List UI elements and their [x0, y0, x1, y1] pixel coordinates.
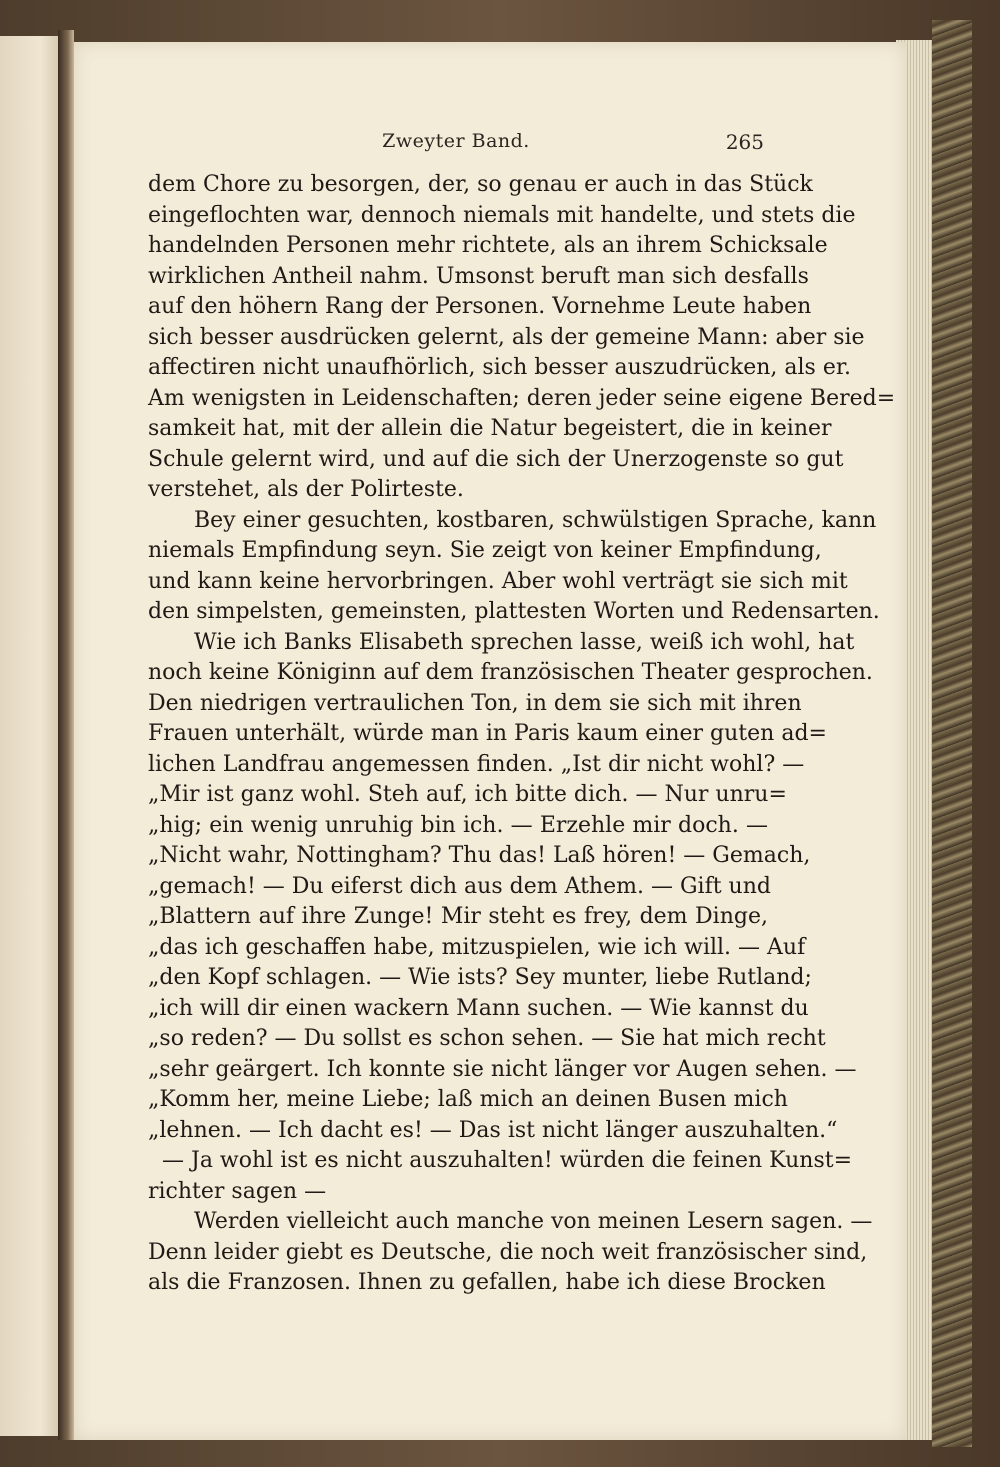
text-line: richter sagen — — [148, 1178, 327, 1204]
text-line: dem Chore zu besorgen, der, so genau er auch in das Stück — [148, 172, 813, 197]
text-line: Denn leider giebt es Deutsche, die noch weit französischer sind, — [148, 1239, 868, 1265]
text-line: „hig; ein wenig unruhig bin ich. — Erzehle mir doch. — — [148, 812, 768, 838]
marbled-cover-edge — [932, 20, 972, 1447]
text-line: wirklichen Antheil nahm. Umsonst beruft man sich desfalls — [148, 263, 809, 289]
text-line: Am wenigsten in Leidenschaften; deren jeder seine eigene Bered= — [148, 385, 896, 411]
text-line: auf den höhern Rang der Personen. Vornehme Leute haben — [148, 294, 812, 319]
text-line: „lehnen. — Ich dacht es! — Das ist nicht länger auszuhalten.“ — [148, 1117, 838, 1143]
text-line: „Nicht wahr, Nottingham? Thu das! Laß hören! — Gemach, — [148, 843, 811, 868]
page-number: 265 — [725, 130, 764, 154]
previous-page-edge — [0, 36, 58, 1436]
text-line: Frauen unterhält, würde man in Paris kaum einer guten ad= — [148, 721, 827, 746]
text-line: lichen Landfrau angemessen finden. „Ist dir nicht wohl? — — [148, 751, 805, 777]
text-line: „gemach! — Du eiferst dich aus dem Athem. — Gift und — [148, 873, 771, 899]
text-line: samkeit hat, mit der allein die Natur begeistert, die in keiner — [148, 416, 832, 441]
text-line: „Blattern auf ihre Zunge! Mir steht es frey, dem Dinge, — [148, 904, 768, 929]
text-line: niemals Empfindung seyn. Sie zeigt von keiner Empfindung, — [148, 538, 822, 563]
text-line: noch keine Königinn auf dem französischen Theater gesprochen. — [148, 660, 873, 685]
header-title: Zweyter Band. — [382, 130, 530, 152]
text-line: verstehet, als der Polirteste. — [148, 477, 464, 502]
text-line: „Mir ist ganz wohl. Steh auf, ich bitte dich. — Nur unru= — [148, 782, 787, 807]
text-line: „so reden? — Du sollst es schon sehen. — Sie hat mich recht — [148, 1026, 826, 1051]
body-text — [148, 170, 896, 1300]
text-line: eingeflochten war, dennoch niemals mit handelte, und stets die — [148, 202, 856, 228]
text-line: „sehr geärgert. Ich konnte sie nicht länger vor Augen sehen. — — [148, 1056, 857, 1082]
text-line: handelnden Personen mehr richtete, als an ihrem Schicksale — [148, 233, 828, 258]
text-line: den simpelsten, gemeinsten, plattesten Worten und Redensarten. — [148, 599, 880, 624]
text-line: affectiren nicht unaufhörlich, sich besser auszudrücken, als er. — [148, 355, 851, 380]
text-line: Bey einer gesuchten, kostbaren, schwülstigen Sprache, kann — [194, 507, 877, 533]
text-line: sich besser ausdrücken gelernt, als der gemeine Mann: aber sie — [148, 324, 865, 350]
text-line: Wie ich Banks Elisabeth sprechen lasse, weiß ich wohl, hat — [194, 629, 855, 655]
text-line: „ich will dir einen wackern Mann suchen. — Wie kannst du — [148, 995, 809, 1021]
text-line: als die Franzosen. Ihnen zu gefallen, habe ich diese Brocken — [148, 1270, 826, 1295]
text-line: „den Kopf schlagen. — Wie ists? Sey munter, liebe Rutland; — [148, 965, 812, 990]
running-header — [148, 130, 764, 160]
text-line: „das ich geschaffen habe, mitzuspielen, wie ich will. — Auf — [148, 934, 806, 960]
text-line: und kann keine hervorbringen. Aber wohl verträgt sie sich mit — [148, 568, 848, 594]
text-line: — Ja wohl ist es nicht auszuhalten! würden die feinen Kunst= — [162, 1148, 853, 1173]
book-gutter — [58, 30, 74, 1440]
text-line: „Komm her, meine Liebe; laß mich an deinen Busen mich — [148, 1087, 788, 1112]
text-line: Schule gelernt wird, und auf die sich der Unerzogenste so gut — [148, 446, 844, 472]
text-line: Den niedrigen vertraulichen Ton, in dem sie sich mit ihren — [148, 690, 802, 716]
text-line: Werden vielleicht auch manche von meinen Lesern sagen. — — [194, 1209, 873, 1234]
